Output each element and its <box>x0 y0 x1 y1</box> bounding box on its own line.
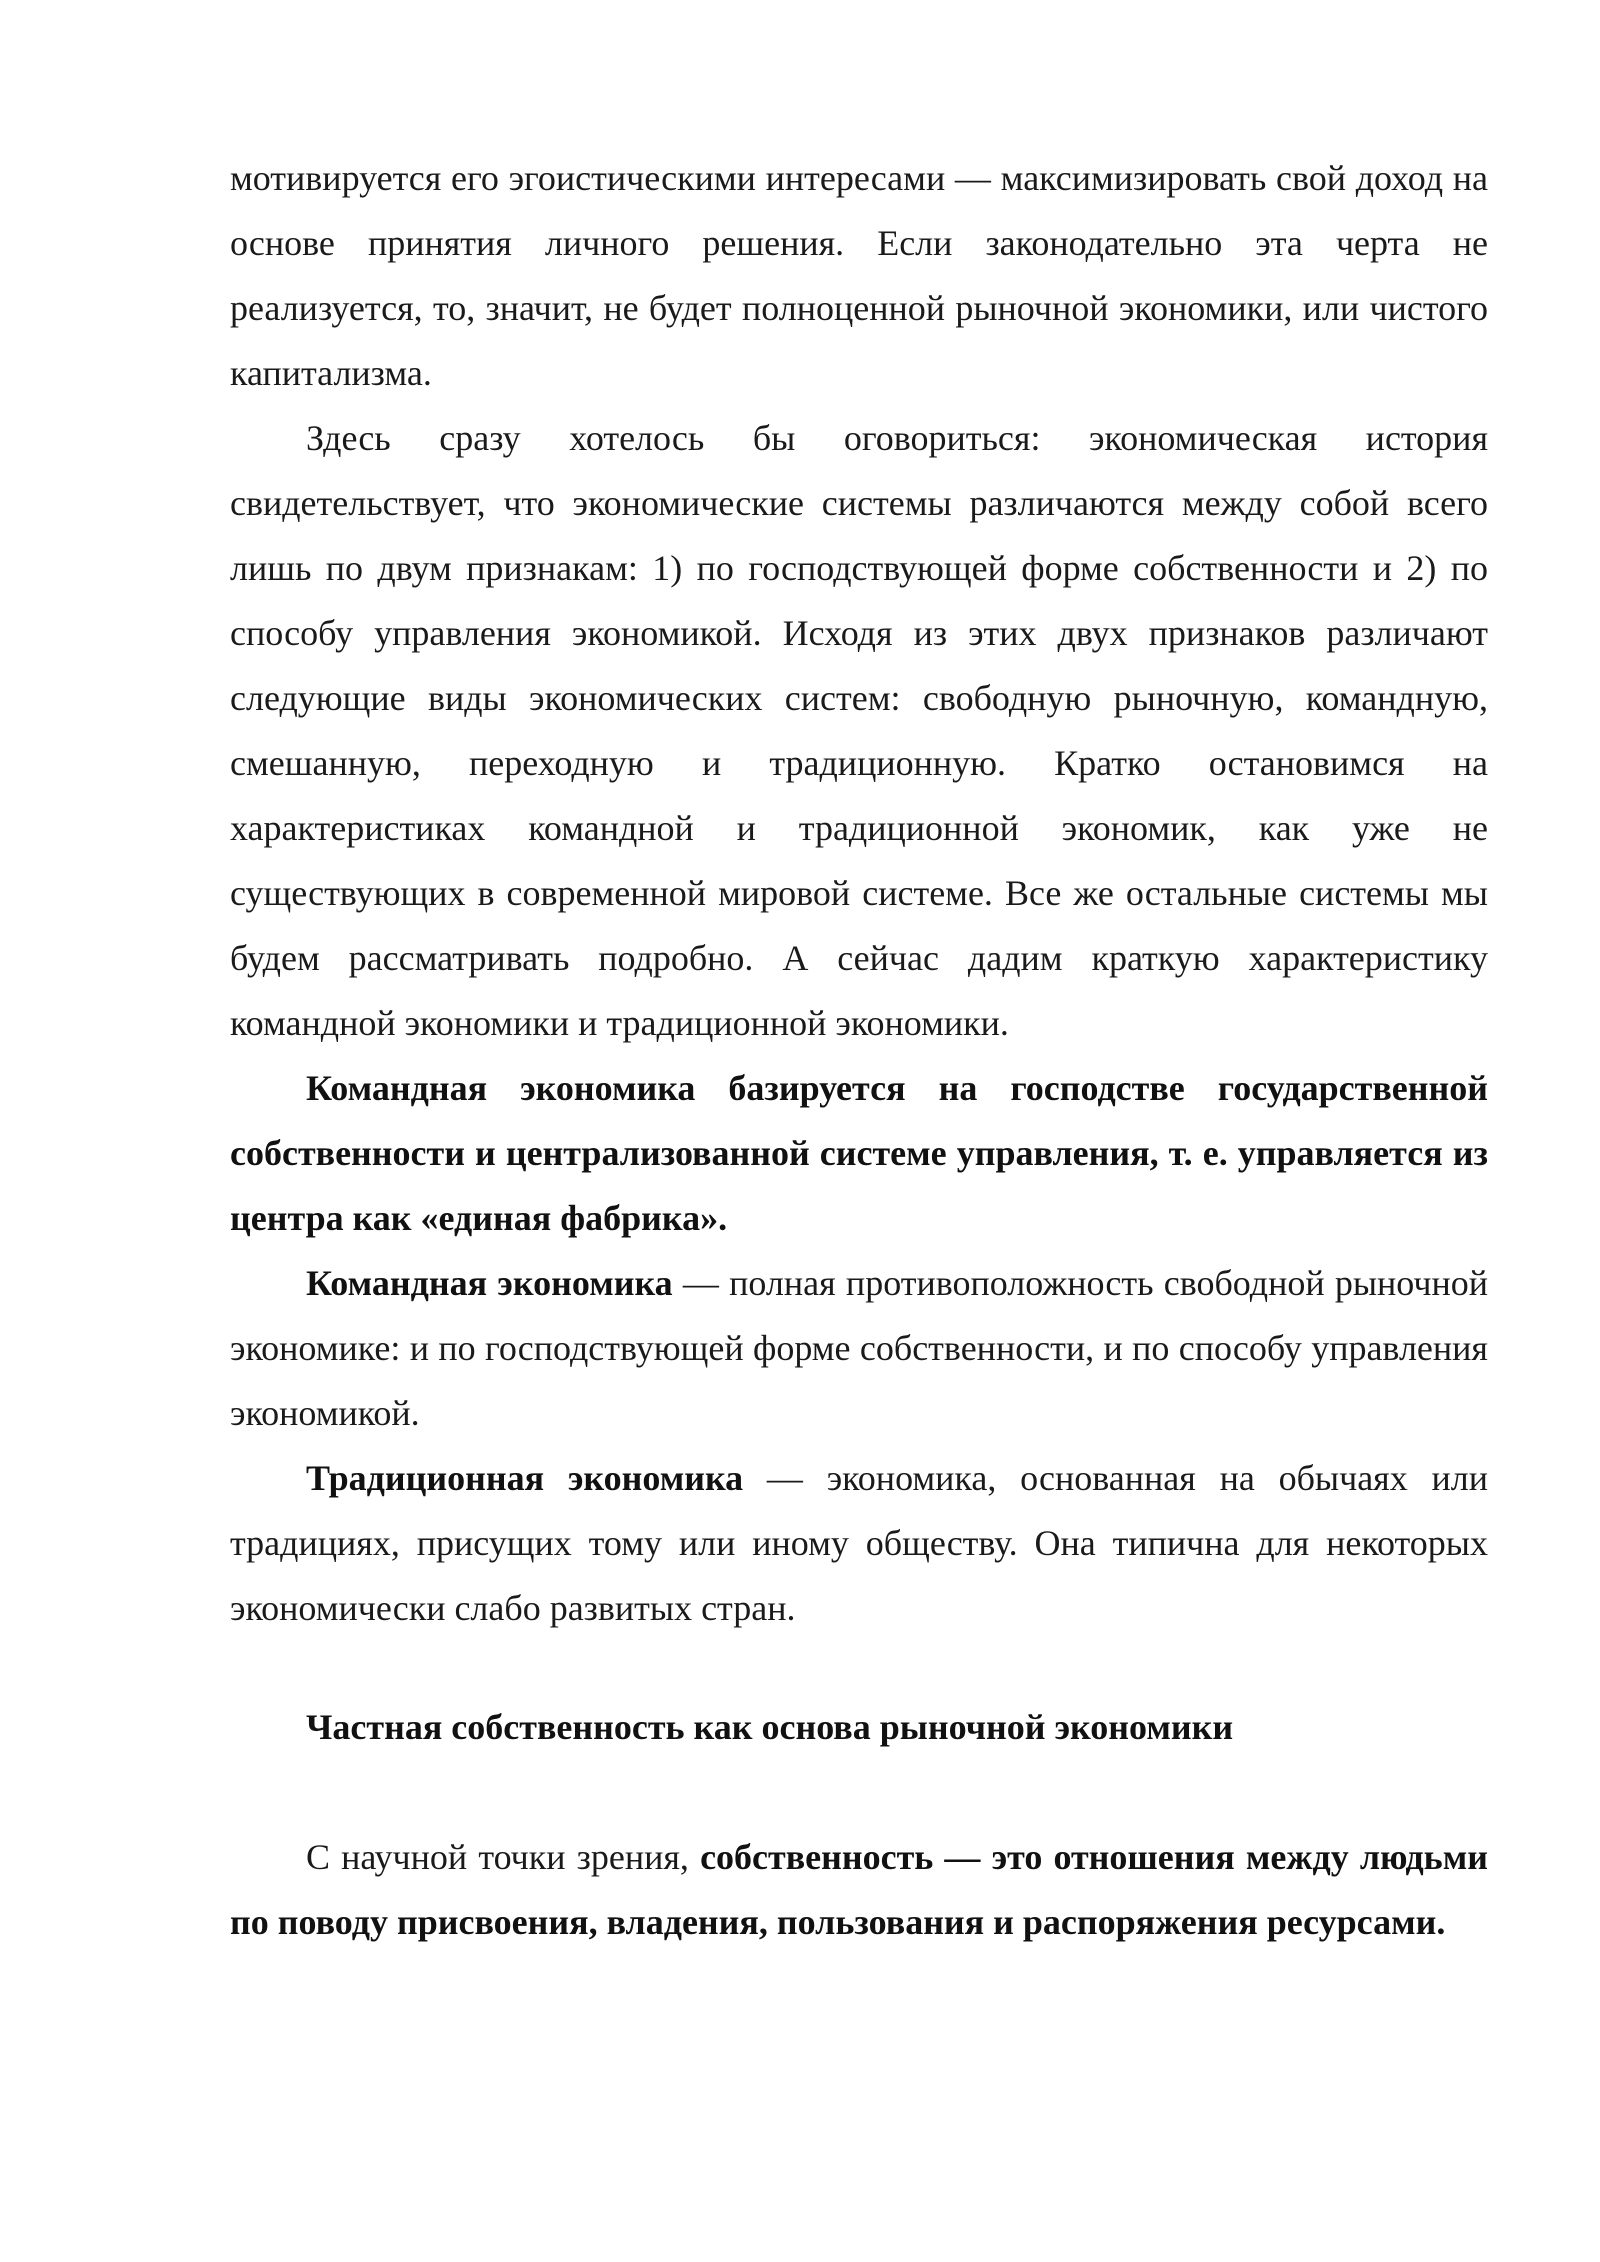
paragraph-command-economy-contrast <box>230 1251 1488 1446</box>
spacer <box>230 1641 1488 1695</box>
paragraph-traditional-economy <box>230 1446 1488 1641</box>
term-traditional-economy: Традиционная экономика <box>306 1458 744 1498</box>
paragraph-traditional-economy-text: — экономика, основанная на обычаях или традициях, присущих тому или иному обществу. Она типична для некоторых экономически слабо развитых стран. <box>230 1458 1489 1628</box>
paragraph-command-economy-text: — полная противоположность свободной рыночной экономике: и по господствующей форме собственности, и по способу управления экономикой. <box>230 1263 1488 1433</box>
paragraph-property-definition <box>230 1825 1488 1955</box>
section-heading: Частная собственность как основа рыночной экономики <box>306 1707 1234 1747</box>
spacer <box>230 1760 1488 1825</box>
paragraph-property-lead: С научной точки зрения, <box>306 1837 701 1877</box>
term-property-definition: собственность — это отношения между людьми по поводу присвоения, владения, пользования и распоряжения ресурсами. <box>230 1837 1488 1942</box>
paragraph-continuation: мотивируется его эгоистическими интересами — максимизировать свой доход на основе принятия личного решения. Если законодательно эта черта не реализуется, то, значит, не будет полноценной рыночной экономики, или чистого капитализма. <box>230 158 1488 393</box>
paragraph-command-economy-definition: Командная экономика базируется на господстве государственной собственности и централизованной системе управления, т. е. управляется из центра как «единая фабрика». <box>230 1068 1488 1238</box>
document-page <box>230 146 1488 1955</box>
term-command-economy: Командная экономика <box>306 1263 673 1303</box>
paragraph-economic-systems: Здесь сразу хотелось бы оговориться: экономическая история свидетельствует, что экономические системы различаются между собой всего лишь по двум признакам: 1) по господствующей форме собственности и 2) по способу управления экономикой. Исходя из этих двух признаков различают следующие виды экономических систем: свободную рыночную, командную, смешанную, переходную и традиционную. Кратко остановимся на характеристиках командной и традиционной экономик, как уже не существующих в современной мировой системе. Все же остальные системы мы будем рассматривать подробно. А сейчас дадим краткую характеристику командной экономики и традиционной экономики. <box>230 418 1488 1043</box>
